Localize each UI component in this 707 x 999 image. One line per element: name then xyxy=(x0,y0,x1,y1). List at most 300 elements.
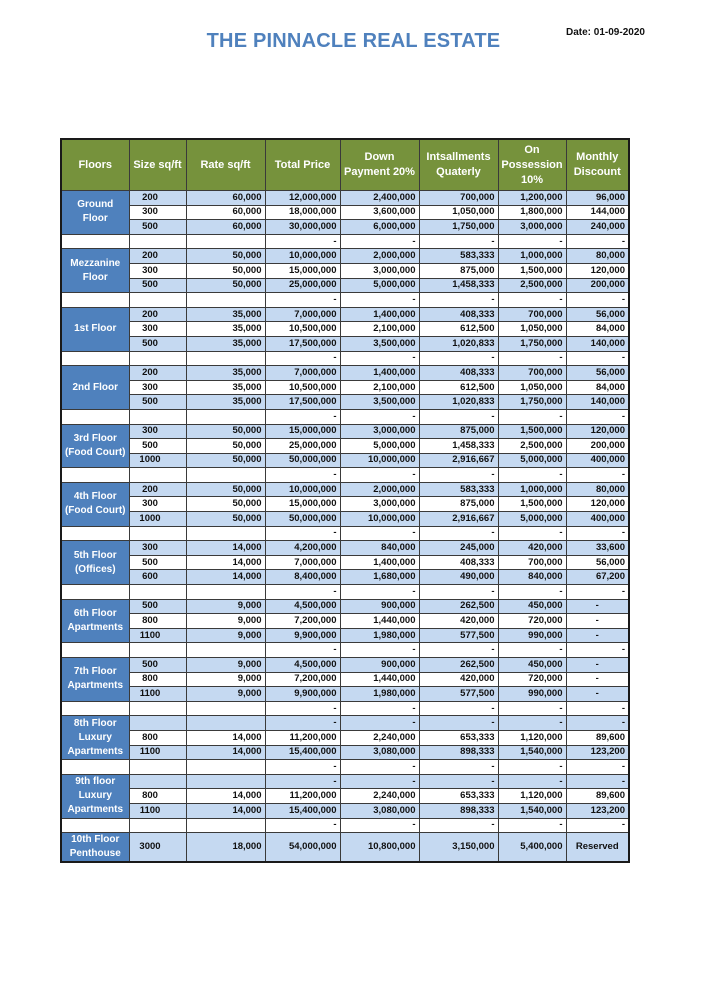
spacer-floor-cell xyxy=(61,468,129,483)
cell-on-possession: 450,000 xyxy=(498,599,566,614)
table-row xyxy=(61,541,629,556)
table-row xyxy=(61,599,629,614)
spacer-cell: - xyxy=(419,526,498,541)
cell-on-possession: 5,400,000 xyxy=(498,833,566,863)
spacer-cell xyxy=(186,351,265,366)
spacer-cell xyxy=(186,234,265,249)
cell-monthly-discount: - xyxy=(566,687,629,702)
cell-size: 500 xyxy=(129,658,186,673)
spacer-cell: - xyxy=(340,760,419,775)
cell-rate: 50,000 xyxy=(186,249,265,264)
table-row xyxy=(61,395,629,410)
cell-total-price: 50,000,000 xyxy=(265,512,340,527)
cell-on-possession: 5,000,000 xyxy=(498,512,566,527)
table-row xyxy=(61,380,629,395)
table-row xyxy=(61,803,629,818)
cell-on-possession: 720,000 xyxy=(498,614,566,629)
cell-down-payment: 3,500,000 xyxy=(340,395,419,410)
cell-total-price: 10,000,000 xyxy=(265,482,340,497)
spacer-cell: - xyxy=(419,293,498,308)
spacer-floor-cell xyxy=(61,760,129,775)
cell-down-payment: - xyxy=(340,774,419,789)
cell-rate: 50,000 xyxy=(186,497,265,512)
cell-installments: 2,916,667 xyxy=(419,512,498,527)
spacer-cell: - xyxy=(498,351,566,366)
cell-rate: 35,000 xyxy=(186,322,265,337)
cell-monthly-discount: 200,000 xyxy=(566,439,629,454)
cell-total-price: 9,900,000 xyxy=(265,628,340,643)
spacer-cell: - xyxy=(498,760,566,775)
floor-label: 9th floor Luxury Apartments xyxy=(61,774,129,818)
spacer-cell: - xyxy=(340,293,419,308)
spacer-cell: - xyxy=(498,293,566,308)
cell-total-price: 11,200,000 xyxy=(265,730,340,745)
cell-installments: 898,333 xyxy=(419,803,498,818)
table-row xyxy=(61,205,629,220)
cell-installments: 408,333 xyxy=(419,307,498,322)
table-row xyxy=(61,336,629,351)
spacer-cell: - xyxy=(265,760,340,775)
cell-monthly-discount: 56,000 xyxy=(566,366,629,381)
cell-down-payment: 2,400,000 xyxy=(340,191,419,206)
cell-monthly-discount: 123,200 xyxy=(566,745,629,760)
table-row xyxy=(61,555,629,570)
cell-down-payment: 900,000 xyxy=(340,599,419,614)
cell-down-payment: 1,980,000 xyxy=(340,628,419,643)
cell-on-possession: 3,000,000 xyxy=(498,220,566,235)
cell-size: 1000 xyxy=(129,512,186,527)
spacer-row xyxy=(61,468,629,483)
cell-on-possession: 1,000,000 xyxy=(498,249,566,264)
cell-monthly-discount: 400,000 xyxy=(566,512,629,527)
cell-size: 200 xyxy=(129,191,186,206)
table-row xyxy=(61,774,629,789)
cell-down-payment: 2,000,000 xyxy=(340,249,419,264)
spacer-row xyxy=(61,585,629,600)
cell-rate: 9,000 xyxy=(186,628,265,643)
cell-rate: 35,000 xyxy=(186,307,265,322)
cell-size: 600 xyxy=(129,570,186,585)
cell-installments: 577,500 xyxy=(419,687,498,702)
floor-label: 7th Floor Apartments xyxy=(61,658,129,702)
cell-size xyxy=(129,774,186,789)
spacer-cell xyxy=(186,643,265,658)
cell-rate: 9,000 xyxy=(186,614,265,629)
cell-size: 500 xyxy=(129,220,186,235)
cell-on-possession: 1,750,000 xyxy=(498,336,566,351)
cell-total-price: 12,000,000 xyxy=(265,191,340,206)
table-row xyxy=(61,833,629,863)
cell-installments: 2,916,667 xyxy=(419,453,498,468)
spacer-cell xyxy=(129,351,186,366)
spacer-cell: - xyxy=(566,409,629,424)
cell-monthly-discount: 120,000 xyxy=(566,424,629,439)
cell-size: 200 xyxy=(129,307,186,322)
cell-on-possession: 2,500,000 xyxy=(498,439,566,454)
spacer-cell: - xyxy=(566,585,629,600)
cell-installments: 1,750,000 xyxy=(419,220,498,235)
floor-label: 5th Floor (Offices) xyxy=(61,541,129,585)
col-header-floors: Floors xyxy=(61,139,129,191)
spacer-cell: - xyxy=(340,526,419,541)
table-row xyxy=(61,453,629,468)
spacer-cell: - xyxy=(566,643,629,658)
spacer-floor-cell xyxy=(61,293,129,308)
spacer-cell xyxy=(129,818,186,833)
cell-installments: 408,333 xyxy=(419,555,498,570)
cell-installments: 3,150,000 xyxy=(419,833,498,863)
cell-total-price: 30,000,000 xyxy=(265,220,340,235)
cell-size: 300 xyxy=(129,541,186,556)
spacer-cell xyxy=(129,526,186,541)
spacer-cell: - xyxy=(566,526,629,541)
cell-down-payment: 1,440,000 xyxy=(340,614,419,629)
cell-down-payment: 10,000,000 xyxy=(340,512,419,527)
spacer-row xyxy=(61,409,629,424)
cell-installments: 577,500 xyxy=(419,628,498,643)
spacer-cell: - xyxy=(340,818,419,833)
cell-installments: 898,333 xyxy=(419,745,498,760)
floor-label: Ground Floor xyxy=(61,191,129,235)
spacer-cell: - xyxy=(265,701,340,716)
spacer-cell: - xyxy=(419,409,498,424)
cell-size: 200 xyxy=(129,366,186,381)
table-row xyxy=(61,512,629,527)
spacer-cell: - xyxy=(566,468,629,483)
cell-monthly-discount: - xyxy=(566,672,629,687)
cell-monthly-discount: - xyxy=(566,614,629,629)
spacer-row xyxy=(61,643,629,658)
table-row xyxy=(61,570,629,585)
table-row xyxy=(61,614,629,629)
spacer-cell: - xyxy=(265,468,340,483)
cell-size: 800 xyxy=(129,614,186,629)
col-header-total-price: Total Price xyxy=(265,139,340,191)
table-row xyxy=(61,366,629,381)
cell-down-payment: 3,000,000 xyxy=(340,424,419,439)
cell-rate: 60,000 xyxy=(186,205,265,220)
table-row xyxy=(61,191,629,206)
spacer-cell xyxy=(129,409,186,424)
cell-installments: 612,500 xyxy=(419,380,498,395)
cell-on-possession: 1,750,000 xyxy=(498,395,566,410)
cell-down-payment: 1,980,000 xyxy=(340,687,419,702)
cell-monthly-discount: 84,000 xyxy=(566,322,629,337)
table-row xyxy=(61,307,629,322)
spacer-cell: - xyxy=(566,234,629,249)
cell-size: 1100 xyxy=(129,745,186,760)
cell-rate: 50,000 xyxy=(186,512,265,527)
cell-installments: 583,333 xyxy=(419,482,498,497)
cell-on-possession: 720,000 xyxy=(498,672,566,687)
floor-label: 2nd Floor xyxy=(61,366,129,410)
cell-down-payment: 5,000,000 xyxy=(340,439,419,454)
cell-monthly-discount: 123,200 xyxy=(566,803,629,818)
cell-monthly-discount: 80,000 xyxy=(566,482,629,497)
table-row xyxy=(61,716,629,731)
cell-total-price: 10,500,000 xyxy=(265,380,340,395)
cell-total-price: 15,000,000 xyxy=(265,497,340,512)
table-row xyxy=(61,439,629,454)
spacer-cell: - xyxy=(498,526,566,541)
cell-monthly-discount: - xyxy=(566,774,629,789)
spacer-cell: - xyxy=(265,585,340,600)
cell-installments: - xyxy=(419,774,498,789)
col-header-installments: Intsallments Quaterly xyxy=(419,139,498,191)
cell-down-payment: 3,000,000 xyxy=(340,263,419,278)
cell-total-price: 11,200,000 xyxy=(265,789,340,804)
spacer-cell xyxy=(186,585,265,600)
cell-down-payment: 1,680,000 xyxy=(340,570,419,585)
spacer-cell xyxy=(129,585,186,600)
table-row xyxy=(61,482,629,497)
cell-total-price: 10,500,000 xyxy=(265,322,340,337)
spacer-cell: - xyxy=(498,643,566,658)
cell-rate xyxy=(186,774,265,789)
spacer-cell: - xyxy=(498,468,566,483)
spacer-cell: - xyxy=(566,760,629,775)
cell-on-possession: 700,000 xyxy=(498,366,566,381)
cell-installments: 1,020,833 xyxy=(419,336,498,351)
cell-rate: 9,000 xyxy=(186,687,265,702)
cell-size: 500 xyxy=(129,599,186,614)
cell-size: 3000 xyxy=(129,833,186,863)
cell-rate: 14,000 xyxy=(186,730,265,745)
cell-total-price: - xyxy=(265,774,340,789)
cell-total-price: 18,000,000 xyxy=(265,205,340,220)
cell-monthly-discount: 400,000 xyxy=(566,453,629,468)
cell-down-payment: 2,000,000 xyxy=(340,482,419,497)
cell-rate: 14,000 xyxy=(186,803,265,818)
cell-installments: 875,000 xyxy=(419,424,498,439)
cell-on-possession: 700,000 xyxy=(498,555,566,570)
cell-on-possession: 840,000 xyxy=(498,570,566,585)
cell-size: 1100 xyxy=(129,628,186,643)
spacer-cell xyxy=(186,526,265,541)
spacer-cell: - xyxy=(419,351,498,366)
table-row xyxy=(61,789,629,804)
table-row xyxy=(61,687,629,702)
cell-total-price: 8,400,000 xyxy=(265,570,340,585)
spacer-row xyxy=(61,293,629,308)
price-table xyxy=(60,138,630,863)
cell-size: 300 xyxy=(129,424,186,439)
cell-down-payment: 3,080,000 xyxy=(340,745,419,760)
spacer-cell: - xyxy=(566,818,629,833)
cell-installments: 583,333 xyxy=(419,249,498,264)
cell-installments: 420,000 xyxy=(419,672,498,687)
cell-on-possession: 450,000 xyxy=(498,658,566,673)
cell-rate: 60,000 xyxy=(186,191,265,206)
cell-rate: 35,000 xyxy=(186,336,265,351)
cell-installments: 1,050,000 xyxy=(419,205,498,220)
table-header-row xyxy=(61,139,629,191)
spacer-cell: - xyxy=(419,818,498,833)
spacer-cell: - xyxy=(498,701,566,716)
spacer-row xyxy=(61,351,629,366)
spacer-cell xyxy=(129,293,186,308)
cell-down-payment: 900,000 xyxy=(340,658,419,673)
cell-rate: 18,000 xyxy=(186,833,265,863)
cell-down-payment: 3,500,000 xyxy=(340,336,419,351)
cell-rate: 35,000 xyxy=(186,395,265,410)
cell-rate: 50,000 xyxy=(186,453,265,468)
spacer-cell: - xyxy=(419,701,498,716)
spacer-cell xyxy=(129,468,186,483)
cell-on-possession: - xyxy=(498,774,566,789)
cell-total-price: 7,200,000 xyxy=(265,672,340,687)
cell-monthly-discount: 144,000 xyxy=(566,205,629,220)
floor-label: 6th Floor Apartments xyxy=(61,599,129,643)
cell-on-possession: 700,000 xyxy=(498,307,566,322)
spacer-floor-cell xyxy=(61,585,129,600)
spacer-cell: - xyxy=(566,701,629,716)
cell-total-price: 4,500,000 xyxy=(265,658,340,673)
cell-total-price: 17,500,000 xyxy=(265,395,340,410)
cell-rate: 9,000 xyxy=(186,658,265,673)
spacer-cell xyxy=(186,818,265,833)
floor-label: 4th Floor (Food Court) xyxy=(61,482,129,526)
cell-monthly-discount: 200,000 xyxy=(566,278,629,293)
spacer-row xyxy=(61,701,629,716)
spacer-floor-cell xyxy=(61,351,129,366)
cell-on-possession: 1,800,000 xyxy=(498,205,566,220)
spacer-cell: - xyxy=(419,585,498,600)
cell-down-payment: 1,400,000 xyxy=(340,366,419,381)
spacer-cell: - xyxy=(265,351,340,366)
cell-rate: 50,000 xyxy=(186,439,265,454)
cell-size: 500 xyxy=(129,278,186,293)
cell-size xyxy=(129,716,186,731)
spacer-cell: - xyxy=(498,409,566,424)
cell-on-possession: 1,120,000 xyxy=(498,730,566,745)
col-header-down-payment: Down Payment 20% xyxy=(340,139,419,191)
spacer-floor-cell xyxy=(61,409,129,424)
floor-label: 10th Floor Penthouse xyxy=(61,833,129,863)
spacer-floor-cell xyxy=(61,701,129,716)
cell-rate: 14,000 xyxy=(186,789,265,804)
spacer-row xyxy=(61,526,629,541)
cell-on-possession: 990,000 xyxy=(498,687,566,702)
cell-installments: 262,500 xyxy=(419,658,498,673)
table-row xyxy=(61,745,629,760)
cell-monthly-discount: - xyxy=(566,599,629,614)
cell-total-price: 15,000,000 xyxy=(265,424,340,439)
cell-size: 300 xyxy=(129,263,186,278)
cell-size: 1000 xyxy=(129,453,186,468)
spacer-cell: - xyxy=(265,818,340,833)
cell-rate: 14,000 xyxy=(186,541,265,556)
cell-down-payment: 2,100,000 xyxy=(340,322,419,337)
cell-monthly-discount: - xyxy=(566,716,629,731)
col-header-rate: Rate sq/ft xyxy=(186,139,265,191)
spacer-row xyxy=(61,760,629,775)
cell-size: 1100 xyxy=(129,687,186,702)
cell-rate: 9,000 xyxy=(186,599,265,614)
cell-total-price: 17,500,000 xyxy=(265,336,340,351)
cell-installments: 420,000 xyxy=(419,614,498,629)
cell-on-possession: 1,050,000 xyxy=(498,380,566,395)
cell-monthly-discount: 96,000 xyxy=(566,191,629,206)
cell-installments: 1,458,333 xyxy=(419,439,498,454)
cell-total-price: 7,000,000 xyxy=(265,555,340,570)
cell-monthly-discount: 84,000 xyxy=(566,380,629,395)
cell-on-possession: 1,000,000 xyxy=(498,482,566,497)
cell-monthly-discount: 89,600 xyxy=(566,730,629,745)
cell-size: 300 xyxy=(129,322,186,337)
cell-total-price: 4,200,000 xyxy=(265,541,340,556)
cell-down-payment: 10,800,000 xyxy=(340,833,419,863)
cell-monthly-discount: Reserved xyxy=(566,833,629,863)
cell-size: 500 xyxy=(129,439,186,454)
spacer-cell: - xyxy=(340,585,419,600)
cell-total-price: 15,400,000 xyxy=(265,803,340,818)
table-body xyxy=(61,191,629,863)
cell-down-payment: 3,600,000 xyxy=(340,205,419,220)
cell-rate: 50,000 xyxy=(186,424,265,439)
spacer-cell: - xyxy=(340,409,419,424)
cell-total-price: 9,900,000 xyxy=(265,687,340,702)
cell-size: 300 xyxy=(129,380,186,395)
cell-total-price: 25,000,000 xyxy=(265,439,340,454)
spacer-cell: - xyxy=(340,234,419,249)
spacer-cell: - xyxy=(265,234,340,249)
cell-rate: 14,000 xyxy=(186,745,265,760)
table-row xyxy=(61,220,629,235)
cell-down-payment: 1,400,000 xyxy=(340,555,419,570)
cell-down-payment: 3,000,000 xyxy=(340,497,419,512)
floor-label: 1st Floor xyxy=(61,307,129,351)
cell-monthly-discount: 56,000 xyxy=(566,307,629,322)
cell-installments: 262,500 xyxy=(419,599,498,614)
cell-total-price: 7,200,000 xyxy=(265,614,340,629)
cell-installments: 875,000 xyxy=(419,263,498,278)
cell-down-payment: - xyxy=(340,716,419,731)
spacer-cell: - xyxy=(566,351,629,366)
cell-installments: 408,333 xyxy=(419,366,498,381)
cell-size: 500 xyxy=(129,395,186,410)
cell-down-payment: 2,240,000 xyxy=(340,730,419,745)
spacer-cell: - xyxy=(340,643,419,658)
cell-size: 300 xyxy=(129,205,186,220)
table-row xyxy=(61,497,629,512)
cell-down-payment: 1,440,000 xyxy=(340,672,419,687)
cell-total-price: 15,000,000 xyxy=(265,263,340,278)
col-header-size: Size sq/ft xyxy=(129,139,186,191)
cell-installments: 653,333 xyxy=(419,789,498,804)
cell-monthly-discount: 240,000 xyxy=(566,220,629,235)
table-row xyxy=(61,263,629,278)
spacer-cell xyxy=(129,760,186,775)
cell-down-payment: 10,000,000 xyxy=(340,453,419,468)
page-title: THE PINNACLE REAL ESTATE xyxy=(206,30,501,52)
cell-rate: 50,000 xyxy=(186,263,265,278)
floor-label: 3rd Floor (Food Court) xyxy=(61,424,129,468)
cell-monthly-discount: 120,000 xyxy=(566,497,629,512)
floor-label: 8th Floor Luxury Apartments xyxy=(61,716,129,760)
cell-monthly-discount: 140,000 xyxy=(566,395,629,410)
spacer-cell: - xyxy=(265,526,340,541)
cell-installments: - xyxy=(419,716,498,731)
spacer-floor-cell xyxy=(61,234,129,249)
cell-on-possession: - xyxy=(498,716,566,731)
cell-rate: 35,000 xyxy=(186,380,265,395)
cell-monthly-discount: 67,200 xyxy=(566,570,629,585)
cell-down-payment: 5,000,000 xyxy=(340,278,419,293)
spacer-cell xyxy=(186,701,265,716)
cell-monthly-discount: 120,000 xyxy=(566,263,629,278)
col-header-on-possession: On Possession 10% xyxy=(498,139,566,191)
